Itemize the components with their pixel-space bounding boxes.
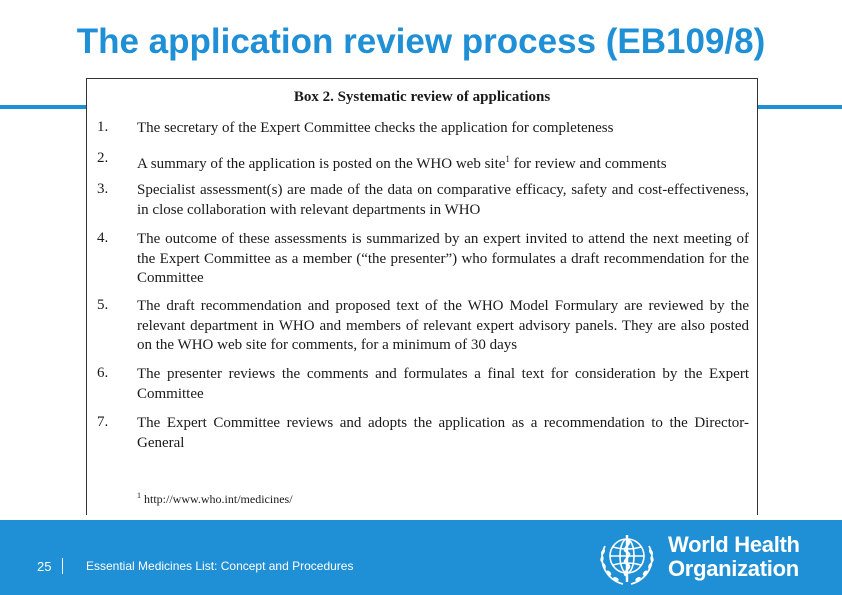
org-name-line1: World Health xyxy=(668,532,800,557)
footer-title: Essential Medicines List: Concept and Procedures xyxy=(86,559,354,573)
review-box xyxy=(86,78,758,515)
item-text-main: A summary of the application is posted on the WHO web site xyxy=(137,156,506,172)
title-rule-right xyxy=(757,105,842,109)
item-text: The Expert Committee reviews and adopts the application as a recommendation to the Director-General xyxy=(137,415,749,451)
footer-bar xyxy=(0,520,842,595)
item-number: 3. xyxy=(97,181,109,197)
footnote-mark: 1 xyxy=(137,491,141,500)
item-number: 7. xyxy=(97,414,109,430)
footnote-ref: 1 xyxy=(505,154,510,164)
item-text: Specialist assessment(s) are made of the data on comparative efficacy, safety and cost-effectiveness, in close collaboration with relevant departments in WHO xyxy=(137,182,749,218)
item-text: The outcome of these assessments is summarized by an expert invited to attend the next meeting of the Expert Committee as a member (“the presenter”) who formulates a draft recommendation for the Committee xyxy=(137,231,749,286)
item-text-rest: for review and comments xyxy=(509,156,667,172)
item-text: The draft recommendation and proposed text of the WHO Model Formulary are reviewed by the relevant department in WHO and members of relevant expert advisory panels. They are also posted on the WHO web site for comments, for a minimum of 30 days xyxy=(137,298,749,353)
item-text: The secretary of the Expert Committee checks the application for completeness xyxy=(137,120,614,136)
footnote xyxy=(137,491,293,507)
footnote-link: http://www.who.int/medicines/ xyxy=(141,492,293,506)
item-number: 5. xyxy=(97,297,109,313)
box-heading: Box 2. Systematic review of applications xyxy=(293,89,551,105)
item-text xyxy=(137,150,749,175)
org-name-line2: Organization xyxy=(668,556,799,581)
slide-title: The application review process (EB109/8) xyxy=(76,22,766,61)
who-wordmark xyxy=(668,533,800,581)
title-rule-left xyxy=(0,105,86,109)
item-number: 4. xyxy=(97,230,109,246)
who-emblem-icon xyxy=(593,526,661,592)
page-number: 25 xyxy=(37,559,52,574)
item-number: 6. xyxy=(97,365,109,381)
item-text: The presenter reviews the comments and formulates a final text for consideration by the Expert Committee xyxy=(137,366,749,402)
item-number: 2. xyxy=(97,150,109,166)
item-number: 1. xyxy=(97,119,109,135)
page-divider xyxy=(62,558,63,574)
